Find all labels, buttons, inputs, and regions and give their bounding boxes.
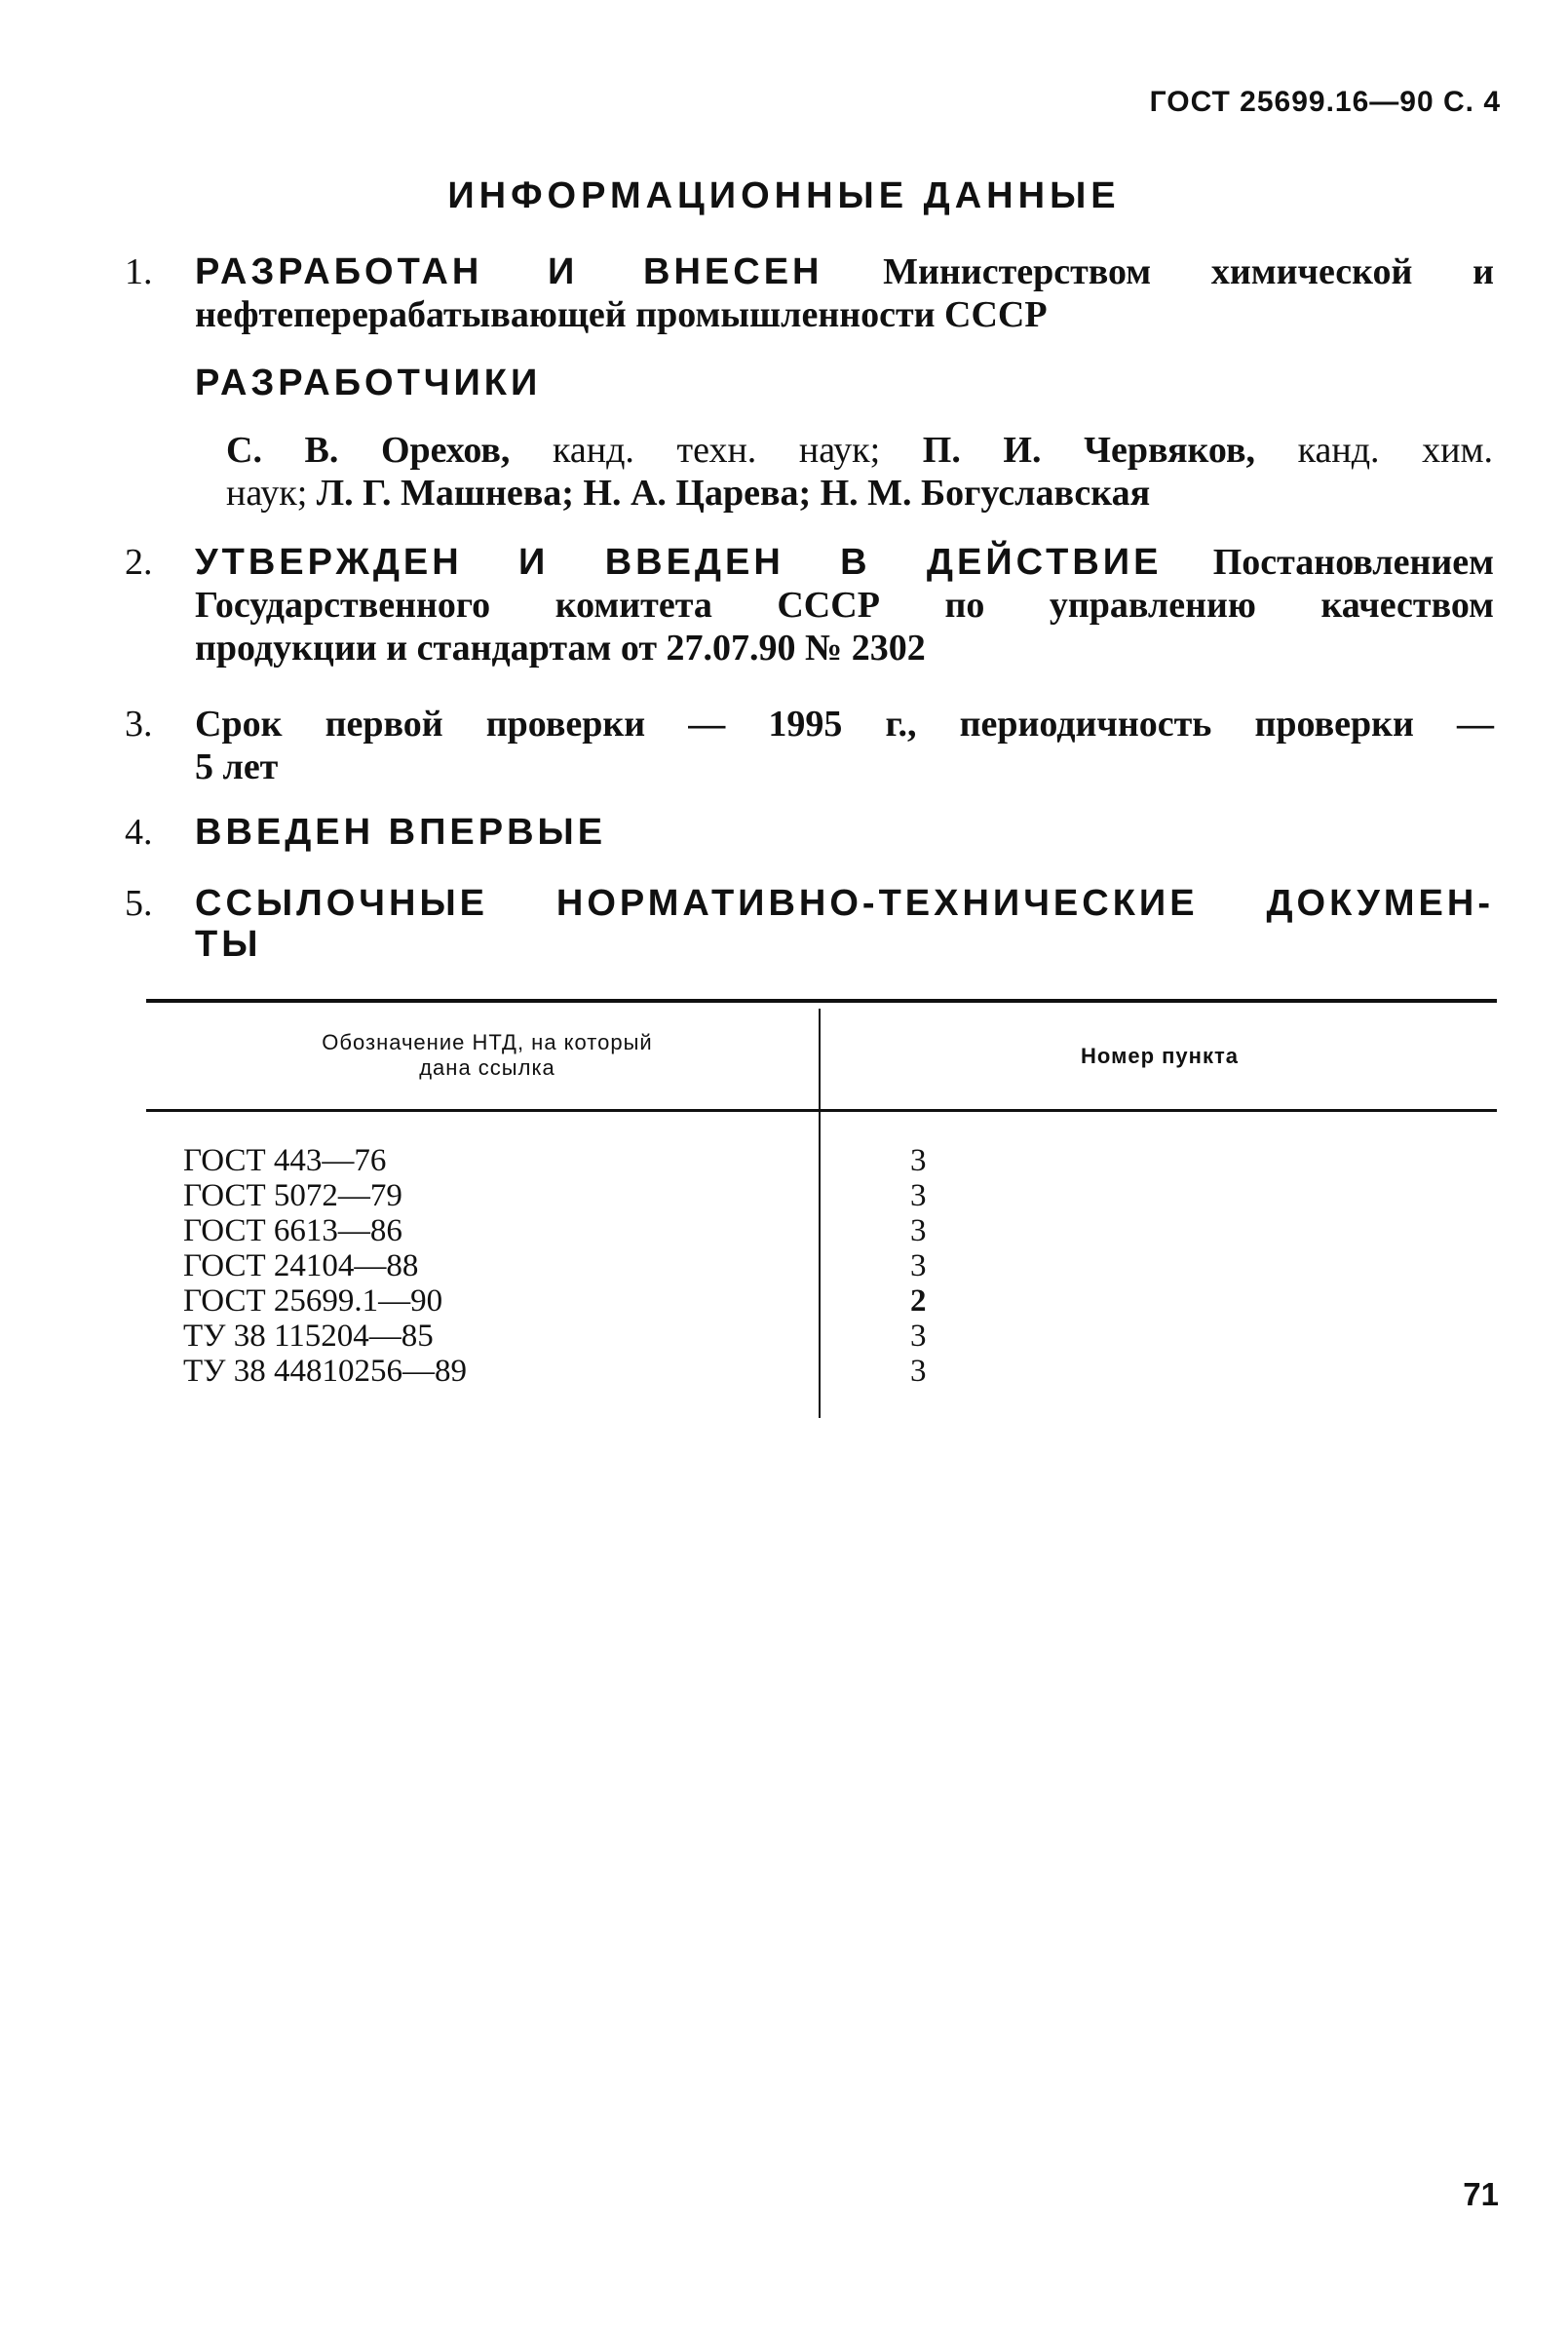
item-line: Срок первой проверки — 1995 г., периодичность проверки — xyxy=(195,704,1494,745)
table-cell-document: ГОСТ 443—76 xyxy=(183,1143,387,1178)
document-reference: ГОСТ 25699.16—90 С. 4 xyxy=(1149,86,1501,118)
table-cell-document: ГОСТ 5072—79 xyxy=(183,1178,402,1213)
developer-name: С. В. Орехов, xyxy=(226,430,511,471)
item-text: ВВЕДЕН ВПЕРВЫЕ xyxy=(195,812,607,853)
table-cell-clause: 3 xyxy=(910,1354,927,1389)
table-row xyxy=(183,1319,1450,1354)
item-approved xyxy=(125,541,1494,669)
table-cell-clause: 3 xyxy=(910,1143,927,1178)
table-cell-clause: 3 xyxy=(910,1248,927,1283)
table-row xyxy=(183,1283,1450,1319)
table-body xyxy=(183,1143,1450,1389)
table-header-rule xyxy=(146,1109,1497,1112)
table-cell-clause: 3 xyxy=(910,1178,927,1213)
item-line xyxy=(195,541,1494,584)
item-number: 2. xyxy=(125,542,153,583)
table-header-line: Обозначение НТД, на который xyxy=(322,1030,653,1054)
developers-line xyxy=(226,429,1493,472)
item-line: продукции и стандартам от 27.07.90 № 2302 xyxy=(195,628,926,669)
table-row xyxy=(183,1354,1450,1389)
table-top-rule xyxy=(146,999,1497,1003)
item-line xyxy=(195,250,1494,293)
developers-label: РАЗРАБОТЧИКИ xyxy=(195,363,542,403)
item-line: ТЫ xyxy=(195,924,262,965)
item-first-introduced xyxy=(125,811,1494,854)
section-title: ИНФОРМАЦИОННЫЕ ДАННЫЕ xyxy=(447,175,1121,216)
developer-name: Л. Г. Машнева; Н. А. Царева; Н. М. Богуславская xyxy=(316,473,1151,514)
item-number: 3. xyxy=(125,704,153,745)
item-lead: УТВЕРЖДЕН И ВВЕДЕН В ДЕЙСТВИЕ xyxy=(195,542,1163,583)
page-number: 71 xyxy=(1463,2176,1499,2212)
table-cell-document: ГОСТ 24104—88 xyxy=(183,1248,419,1283)
table-cell-clause: 3 xyxy=(910,1213,927,1248)
item-developed-by xyxy=(125,250,1494,336)
item-number: 1. xyxy=(125,251,153,292)
item-number: 5. xyxy=(125,883,153,924)
table-cell-document: ТУ 38 44810256—89 xyxy=(183,1354,468,1389)
developer-degree: канд. хим. xyxy=(1297,430,1494,471)
table-row xyxy=(183,1178,1450,1213)
item-line: ССЫЛОЧНЫЕ НОРМАТИВНО-ТЕХНИЧЕСКИЕ ДОКУМЕН- xyxy=(195,883,1494,924)
table-header-clause: Номер пункта xyxy=(1081,1044,1239,1068)
table-header-document xyxy=(185,1030,789,1081)
item-reference-documents xyxy=(125,882,1494,964)
table-cell-document: ГОСТ 6613—86 xyxy=(183,1213,402,1248)
developer-degree: наук; xyxy=(226,473,308,514)
developer-degree: канд. техн. наук; xyxy=(552,430,881,471)
table-row xyxy=(183,1248,1450,1283)
developers-line xyxy=(226,472,1493,515)
table-header-line: дана ссылка xyxy=(419,1055,555,1080)
table-row xyxy=(183,1213,1450,1248)
developer-name: П. И. Червяков, xyxy=(922,430,1256,471)
item-number: 4. xyxy=(125,812,153,853)
item-line: Государственного комитета СССР по управлению качеством xyxy=(195,585,1494,626)
table-row xyxy=(183,1143,1450,1178)
item-lead: РАЗРАБОТАН И ВНЕСЕН xyxy=(195,251,823,292)
table-cell-document: ТУ 38 115204—85 xyxy=(183,1319,434,1354)
item-text: Министерством химической и xyxy=(883,251,1494,292)
item-line: нефтеперерабатывающей промышленности СССР xyxy=(195,294,1048,335)
item-line: 5 лет xyxy=(195,746,279,787)
item-review-term xyxy=(125,703,1494,788)
table-cell-clause: 3 xyxy=(910,1319,927,1354)
developers-list xyxy=(226,429,1493,515)
reference-table xyxy=(146,999,1497,1428)
table-cell-clause: 2 xyxy=(910,1283,927,1319)
item-text: Постановлением xyxy=(1212,542,1494,583)
table-cell-document: ГОСТ 25699.1—90 xyxy=(183,1283,443,1319)
